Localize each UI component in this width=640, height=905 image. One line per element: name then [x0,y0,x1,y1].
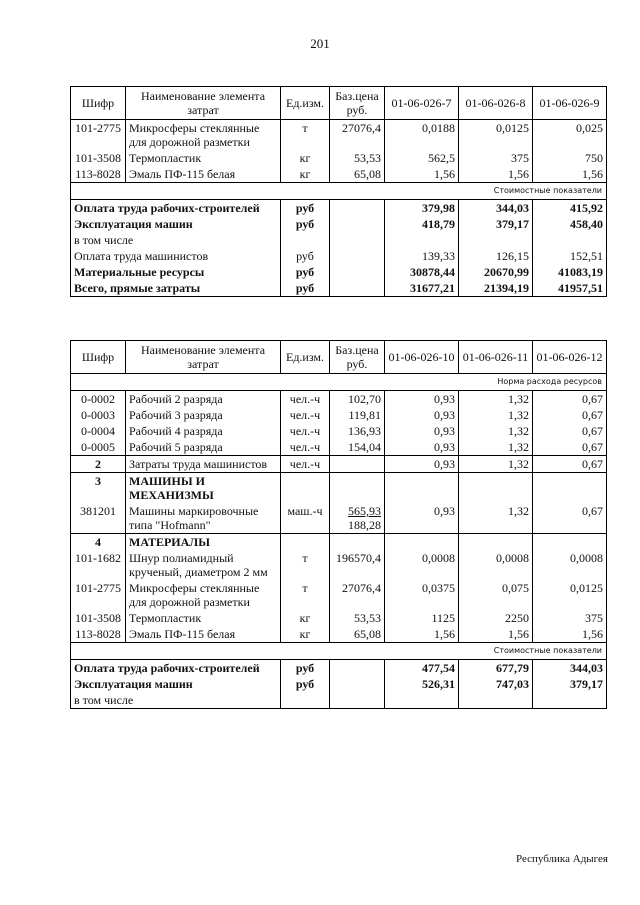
row-value-3: 0,0008 [533,550,607,580]
total-label: Материальные ресурсы [71,264,281,280]
total-row [71,660,607,677]
section-code: 3 [71,473,126,504]
total-value-3: 152,51 [533,248,607,264]
row-value-2: 2250 [459,610,533,626]
row-name: Термопластик [126,610,281,626]
row-value-3: 0,025 [533,120,607,151]
section-code: 2 [71,456,126,473]
total-row [71,264,607,280]
table-row [71,407,607,423]
total-label: Всего, прямые затраты [71,280,281,297]
machine-price [330,503,385,534]
row-price: 65,08 [330,166,385,183]
row-price: 196570,4 [330,550,385,580]
table-row [71,439,607,456]
row-value-1: 0,93 [385,423,459,439]
total-price [330,676,385,692]
machine-price-main: 565,93 [348,504,381,518]
row-code: 101-2775 [71,120,126,151]
row-price: 27076,4 [330,120,385,151]
total-label: Эксплуатация машин [71,216,281,232]
total-value-1: 379,98 [385,200,459,217]
total-unit [281,692,330,709]
footer-region: Республика Адыгея [515,853,608,865]
total-unit: руб [281,248,330,264]
table-row [71,580,607,610]
row-name: Термопластик [126,150,281,166]
total-value-2: 20670,99 [459,264,533,280]
row-unit: чел.-ч [281,391,330,408]
row-value-1: 1,56 [385,626,459,643]
total-value-3 [533,692,607,709]
row-value-3: 0,67 [533,391,607,408]
table-row [71,610,607,626]
total-label: в том числе [71,232,281,248]
header-name: Наименование элемента затрат [126,87,281,120]
row-price: 136,93 [330,423,385,439]
total-value-2: 747,03 [459,676,533,692]
section-value-1: 0,93 [385,456,459,473]
section-value-3: 0,67 [533,456,607,473]
total-label: в том числе [71,692,281,709]
total-value-2: 379,17 [459,216,533,232]
band-label: Стоимостные показатели [71,643,607,660]
row-price: 53,53 [330,150,385,166]
total-value-2: 677,79 [459,660,533,677]
row-unit: чел.-ч [281,439,330,456]
band-row [71,643,607,660]
machine-row [71,503,607,534]
total-price [330,216,385,232]
row-name: Рабочий 3 разряда [126,407,281,423]
row-code: 0-0004 [71,423,126,439]
cost-table-2 [70,340,607,709]
total-value-3 [533,232,607,248]
total-row [71,692,607,709]
header-name: Наименование элемента затрат [126,341,281,374]
band-row [71,374,607,391]
total-value-3: 415,92 [533,200,607,217]
total-price [330,264,385,280]
total-unit: руб [281,676,330,692]
table-header [71,87,607,120]
header-col2: 01-06-026-8 [459,87,533,120]
page-number: 201 [310,36,330,51]
row-value-1: 0,93 [385,407,459,423]
row-code: 0-0003 [71,407,126,423]
total-price [330,232,385,248]
row-value-3: 0,67 [533,423,607,439]
total-value-2 [459,232,533,248]
row-value-1: 562,5 [385,150,459,166]
row-value-1: 0,0375 [385,580,459,610]
row-value-1: 0,93 [385,439,459,456]
machine-value-3: 0,67 [533,503,607,534]
total-value-3: 41083,19 [533,264,607,280]
row-value-2: 0,0125 [459,120,533,151]
row-price: 53,53 [330,610,385,626]
row-unit: кг [281,626,330,643]
cost-table-1 [70,86,607,297]
row-name: Эмаль ПФ-115 белая [126,626,281,643]
row-name: Рабочий 5 разряда [126,439,281,456]
total-value-1: 418,79 [385,216,459,232]
row-code: 101-3508 [71,610,126,626]
header-col2: 01-06-026-11 [459,341,533,374]
total-label: Эксплуатация машин [71,676,281,692]
row-code: 101-1682 [71,550,126,580]
total-label: Оплата труда машинистов [71,248,281,264]
table-header [71,341,607,374]
header-unit: Ед.изм. [281,87,330,120]
total-unit: руб [281,660,330,677]
table-row [71,391,607,408]
total-price [330,248,385,264]
band-label: Норма расхода ресурсов [71,374,607,391]
total-unit: руб [281,200,330,217]
row-value-1: 1125 [385,610,459,626]
band-row [71,183,607,200]
row-value-2: 375 [459,150,533,166]
total-value-1 [385,232,459,248]
table-row [71,120,607,151]
total-row [71,248,607,264]
row-value-2: 1,32 [459,391,533,408]
total-value-3: 344,03 [533,660,607,677]
total-value-1: 31677,21 [385,280,459,297]
header-price: Баз.цена руб. [330,87,385,120]
total-price [330,692,385,709]
total-label: Оплата труда рабочих-строителей [71,660,281,677]
row-unit: чел.-ч [281,423,330,439]
row-value-1: 0,93 [385,391,459,408]
row-price: 119,81 [330,407,385,423]
row-code: 0-0005 [71,439,126,456]
row-value-3: 1,56 [533,626,607,643]
total-unit [281,232,330,248]
total-label: Оплата труда рабочих-строителей [71,200,281,217]
header-code: Шифр [71,87,126,120]
total-unit: руб [281,264,330,280]
header-price: Баз.цена руб. [330,341,385,374]
table-row [71,626,607,643]
row-value-1: 0,0188 [385,120,459,151]
table-row [71,166,607,183]
row-value-2: 1,56 [459,626,533,643]
row-value-3: 750 [533,150,607,166]
total-price [330,280,385,297]
row-code: 101-3508 [71,150,126,166]
machine-value-2: 1,32 [459,503,533,534]
row-unit: чел.-ч [281,407,330,423]
row-price: 65,08 [330,626,385,643]
row-code: 113-8028 [71,166,126,183]
total-value-3: 458,40 [533,216,607,232]
row-unit: кг [281,610,330,626]
row-value-2: 1,32 [459,423,533,439]
header-col3: 01-06-026-9 [533,87,607,120]
total-row [71,216,607,232]
row-value-3: 0,0125 [533,580,607,610]
total-row [71,676,607,692]
machine-code: 381201 [71,503,126,534]
total-value-3: 41957,51 [533,280,607,297]
total-value-1: 477,54 [385,660,459,677]
row-value-2: 0,075 [459,580,533,610]
section-title: МАШИНЫ И МЕХАНИЗМЫ [126,473,281,504]
total-value-1: 30878,44 [385,264,459,280]
header-code: Шифр [71,341,126,374]
row-code: 0-0002 [71,391,126,408]
total-value-1: 139,33 [385,248,459,264]
row-price: 102,70 [330,391,385,408]
section-row [71,473,607,504]
row-code: 113-8028 [71,626,126,643]
total-value-1: 526,31 [385,676,459,692]
total-unit: руб [281,280,330,297]
row-value-3: 0,67 [533,439,607,456]
header-col3: 01-06-026-12 [533,341,607,374]
band-label: Стоимостные показатели [71,183,607,200]
row-code: 101-2775 [71,580,126,610]
row-value-2: 1,32 [459,439,533,456]
row-name: Микросферы стеклянные для дорожной разметки [126,580,281,610]
table-row [71,150,607,166]
machine-name: Машины маркировочные типа "Hofmann" [126,503,281,534]
section-row [71,456,607,473]
total-value-2: 21394,19 [459,280,533,297]
header-unit: Ед.изм. [281,341,330,374]
total-value-1 [385,692,459,709]
row-name: Эмаль ПФ-115 белая [126,166,281,183]
row-value-1: 0,0008 [385,550,459,580]
header-col1: 01-06-026-7 [385,87,459,120]
section-price [330,456,385,473]
section-value-2: 1,32 [459,456,533,473]
header-col1: 01-06-026-10 [385,341,459,374]
row-name: Шнур полиамидный крученый, диаметром 2 мм [126,550,281,580]
row-price: 154,04 [330,439,385,456]
section-name: Затраты труда машинистов [126,456,281,473]
total-row [71,280,607,297]
row-unit: т [281,550,330,580]
machine-unit: маш.-ч [281,503,330,534]
section-row [71,534,607,551]
row-unit: т [281,120,330,151]
total-price [330,200,385,217]
row-value-2: 1,56 [459,166,533,183]
total-value-3: 379,17 [533,676,607,692]
row-unit: кг [281,166,330,183]
row-value-3: 0,67 [533,407,607,423]
row-value-3: 375 [533,610,607,626]
row-name: Рабочий 4 разряда [126,423,281,439]
section-unit: чел.-ч [281,456,330,473]
total-row [71,232,607,248]
machine-price-labor: 188,28 [348,518,381,532]
row-value-2: 1,32 [459,407,533,423]
row-name: Рабочий 2 разряда [126,391,281,408]
row-value-2: 0,0008 [459,550,533,580]
total-unit: руб [281,216,330,232]
row-price: 27076,4 [330,580,385,610]
row-name: Микросферы стеклянные для дорожной разметки [126,120,281,151]
total-row [71,200,607,217]
total-value-2: 126,15 [459,248,533,264]
section-code: 4 [71,534,126,551]
total-value-2 [459,692,533,709]
row-unit: кг [281,150,330,166]
row-value-3: 1,56 [533,166,607,183]
table-row [71,423,607,439]
machine-value-1: 0,93 [385,503,459,534]
section-title: МАТЕРИАЛЫ [126,534,281,551]
total-price [330,660,385,677]
row-value-1: 1,56 [385,166,459,183]
total-value-2: 344,03 [459,200,533,217]
row-unit: т [281,580,330,610]
table-row [71,550,607,580]
